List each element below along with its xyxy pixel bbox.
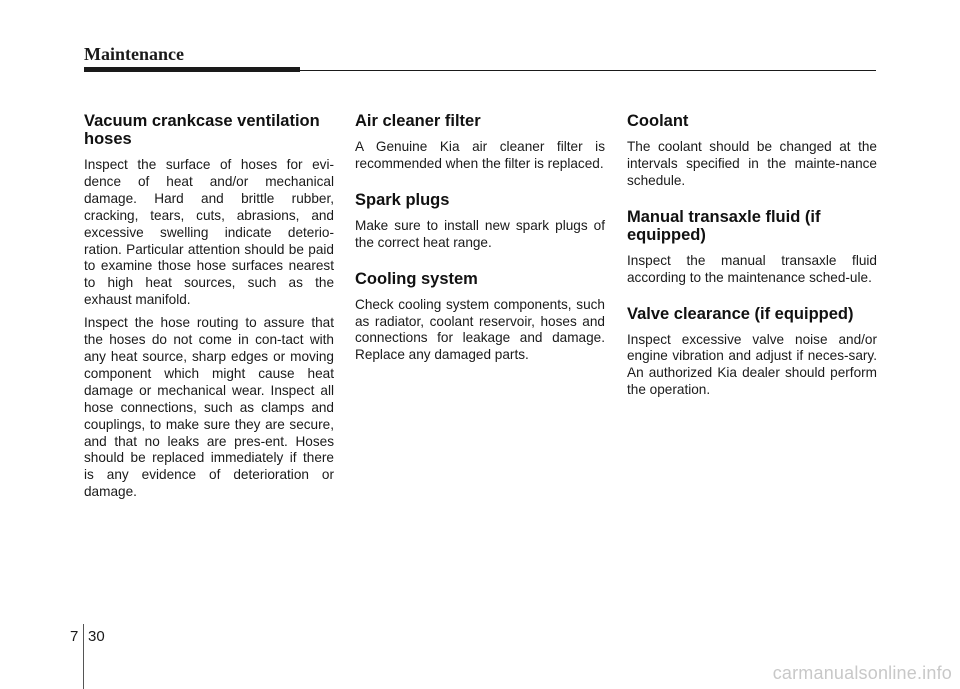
section-title: Manual transaxle fluid (if equipped) — [627, 207, 821, 244]
header-rule-thin — [300, 70, 876, 71]
section-valve-clearance — [627, 305, 877, 400]
section-spark-plugs — [355, 191, 605, 252]
section-air-cleaner-filter — [355, 112, 605, 173]
column-left — [84, 112, 334, 519]
section-title: Air cleaner filter — [355, 112, 481, 130]
section-paragraph: Inspect excessive valve noise and/or engine vibration and adjust if neces-sary. An authorized Kia dealer should perform the operation. — [627, 331, 877, 398]
section-paragraph: The coolant should be changed at the intervals specified in the mainte-nance schedule. — [627, 139, 877, 188]
section-paragraph: Inspect the manual transaxle fluid according to the maintenance sched-ule. — [627, 252, 877, 285]
section-title: Cooling system — [355, 269, 478, 288]
chapter-number: 7 — [70, 628, 79, 645]
section-title: Vacuum crankcase ventilation hoses — [84, 112, 320, 148]
header-rule-thick — [84, 67, 300, 72]
section-vacuum-hoses — [84, 112, 334, 501]
section-title: Spark plugs — [355, 190, 450, 209]
section-paragraph: Inspect the hose routing to assure that the hoses do not come in con-tact with any heat source, sharp edges or moving component which might cause heat damage or mechanical wear. Inspect all hose connections, such as clamps and couplings, to make sure they are secure, and that no leaks are pres-ent. Hoses should be replaced immediately if there is any evidence of deterioration or damage. — [84, 315, 334, 500]
section-paragraph: Make sure to install new spark plugs of the correct heat range. — [355, 217, 605, 250]
section-cooling-system — [355, 270, 605, 365]
section-paragraph: A Genuine Kia air cleaner filter is recommended when the filter is replaced. — [355, 139, 605, 171]
section-title: Coolant — [627, 112, 689, 130]
page-title: Maintenance — [84, 44, 184, 64]
column-middle — [355, 112, 605, 382]
section-coolant — [627, 112, 877, 190]
section-paragraph: Check cooling system components, such as radiator, coolant reservoir, hoses and connections for leakage and damage. Replace any damaged parts. — [355, 296, 605, 363]
footer-divider — [83, 624, 84, 689]
section-manual-transaxle-fluid — [627, 208, 877, 287]
column-right — [627, 112, 877, 417]
page-number: 30 — [88, 628, 105, 645]
section-title: Valve clearance (if equipped) — [627, 304, 854, 323]
section-paragraph: Inspect the surface of hoses for evi-dence of heat and/or mechanical damage. Hard and brittle rubber, cracking, tears, cuts, abrasions, and excessive swelling indicate deterio-ration. Particular attention should be paid to examine those hose surfaces nearest to high heat sources, such as the exhaust manifold. — [84, 157, 334, 308]
watermark-text: carmanualsonline.info — [772, 663, 952, 683]
